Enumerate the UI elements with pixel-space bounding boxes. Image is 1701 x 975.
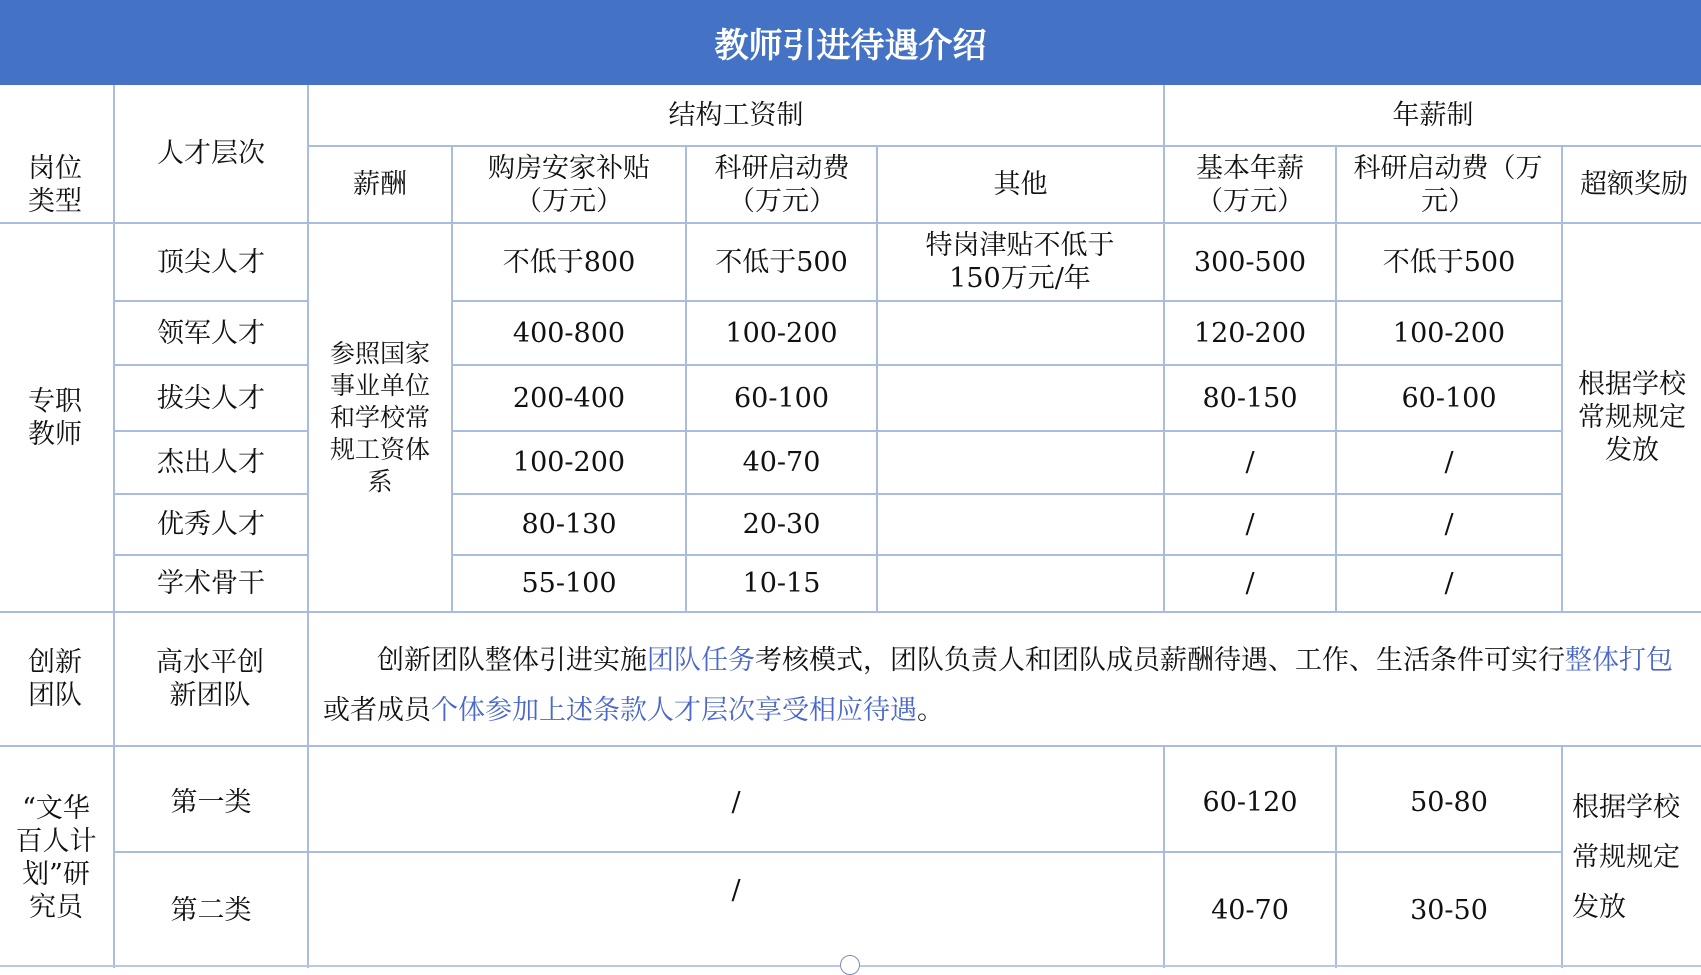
housing-cell: 80-130 <box>521 509 617 540</box>
housing-cell: 不低于800 <box>502 246 636 278</box>
housing-cell: 400-800 <box>512 317 626 349</box>
resize-handle[interactable] <box>840 955 860 975</box>
research-annual-cell: 30-50 <box>1410 895 1488 926</box>
grid-line <box>0 745 1701 747</box>
page-title: 教师引进待遇介绍 <box>0 0 1701 85</box>
talent-level-cell: 优秀人才 <box>157 509 265 540</box>
base-annual-cell: 40-70 <box>1211 895 1289 926</box>
team-desc-highlight: 个体参加上述条款人才层次享受相应待遇 <box>431 695 917 726</box>
header-annual-pay: 年薪制 <box>1392 99 1474 131</box>
base-annual-cell: 80-150 <box>1202 382 1298 414</box>
research-annual-cell: 不低于500 <box>1382 246 1516 278</box>
fulltime-salary: 参照国家事业单位和学校常规工资体系 <box>329 338 430 496</box>
category-team: 创新团队 <box>28 647 82 711</box>
base-annual-cell: 120-200 <box>1193 317 1307 349</box>
base-annual-cell: 300-500 <box>1193 246 1307 278</box>
research-annual-cell: / <box>1444 509 1454 540</box>
header-research-fund: 科研启动费（万元） <box>714 152 850 217</box>
header-talent-level: 人才层次 <box>157 138 265 169</box>
research-cell: 10-15 <box>742 568 821 599</box>
base-annual-cell: 60-120 <box>1202 786 1298 818</box>
grid-line <box>1561 745 1563 968</box>
team-desc-text: 创新团队整体引进实施 <box>377 645 647 676</box>
research-cell: 不低于500 <box>715 246 848 278</box>
other-cell <box>878 495 1163 554</box>
talent-level-cell: 顶尖人才 <box>157 246 265 278</box>
base-annual-cell: / <box>1245 447 1255 478</box>
talent-level-cell: 杰出人才 <box>157 447 265 478</box>
housing-cell: 200-400 <box>512 382 626 414</box>
fulltime-bonus: 根据学校常规规定发放 <box>1578 369 1686 466</box>
team-desc-highlight: 团队任务 <box>647 645 755 676</box>
grid-line <box>1561 145 1563 611</box>
header-housing-subsidy: 购房安家补贴（万元） <box>488 152 650 217</box>
structural-cell: / <box>731 875 741 906</box>
team-level: 高水平创新团队 <box>156 647 264 711</box>
team-desc-text: 或者成员 <box>323 695 431 726</box>
research-annual-cell: / <box>1444 447 1454 478</box>
other-cell: 特岗津贴不低于150万元/年 <box>925 230 1115 294</box>
header-other: 其他 <box>993 169 1048 200</box>
wenhua-bonus: 根据学校常规规定发放 <box>1572 791 1680 923</box>
other-cell <box>878 432 1163 493</box>
other-cell <box>878 366 1163 430</box>
header-excess-bonus: 超额奖励 <box>1580 169 1688 200</box>
research-annual-cell: 60-100 <box>1401 382 1497 414</box>
base-annual-cell: / <box>1245 509 1255 540</box>
category-wenhua: “文华百人计划”研究员 <box>15 792 97 923</box>
header-post-type: 岗位类型 <box>28 153 82 217</box>
structural-cell: / <box>731 786 741 818</box>
other-cell <box>878 556 1163 611</box>
research-cell: 60-100 <box>733 382 829 414</box>
research-cell: 20-30 <box>742 509 821 540</box>
talent-level-cell: 第一类 <box>170 786 252 818</box>
category-fulltime: 专职教师 <box>28 385 82 450</box>
talent-level-cell: 领军人才 <box>157 317 265 349</box>
base-annual-cell: / <box>1245 568 1255 599</box>
header-salary: 薪酬 <box>353 169 407 200</box>
talent-level-cell: 第二类 <box>170 895 252 926</box>
other-cell <box>878 302 1163 364</box>
header-structural-pay: 结构工资制 <box>668 99 804 131</box>
research-annual-cell: / <box>1444 568 1454 599</box>
header-research-fund-annual: 科研启动费（万元） <box>1353 152 1543 217</box>
research-annual-cell: 100-200 <box>1392 317 1506 349</box>
team-desc-text: 。 <box>917 695 944 726</box>
research-cell: 100-200 <box>725 317 838 349</box>
housing-cell: 100-200 <box>512 447 626 478</box>
team-description <box>323 636 1693 736</box>
housing-cell: 55-100 <box>521 568 617 599</box>
research-cell: 40-70 <box>742 447 821 478</box>
talent-level-cell: 学术骨干 <box>157 568 265 599</box>
research-annual-cell: 50-80 <box>1410 786 1488 818</box>
header-base-annual: 基本年薪（万元） <box>1196 152 1304 217</box>
team-desc-text: 考核模式，团队负责人和团队成员薪酬待遇、工作、生活条件可实行 <box>755 645 1565 676</box>
team-desc-highlight: 整体打包 <box>1565 645 1673 676</box>
talent-level-cell: 拔尖人才 <box>157 382 265 414</box>
